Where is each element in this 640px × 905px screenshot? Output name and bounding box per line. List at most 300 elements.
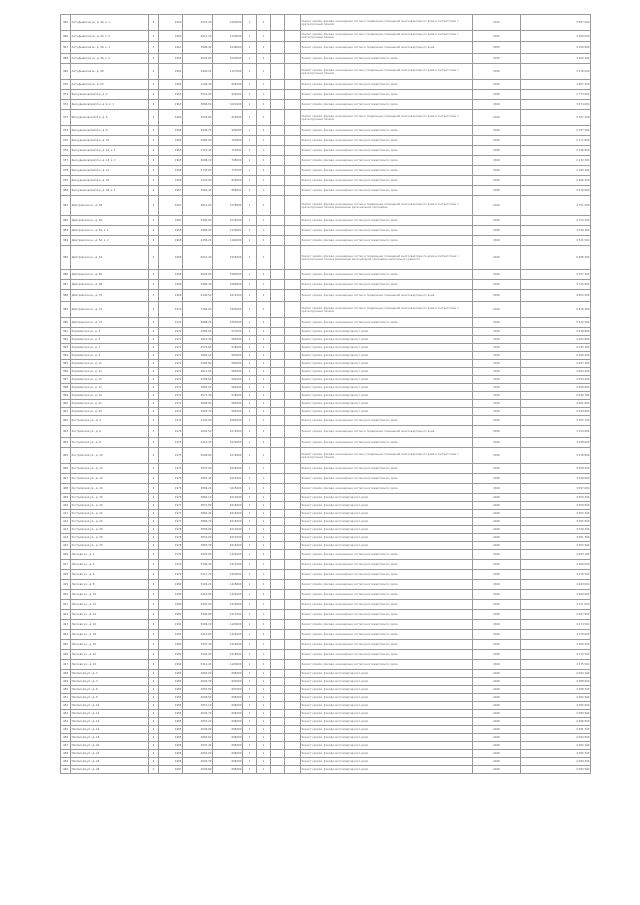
cell-c8 bbox=[271, 702, 285, 710]
cell-yr: 2016 bbox=[473, 236, 521, 246]
cell-amount: 695000 bbox=[213, 742, 243, 750]
cell-c7: 1 bbox=[257, 328, 271, 336]
cell-desc: Ремонт кровли, фасада многоквартирного дома bbox=[301, 758, 473, 766]
cell-c6: 1 bbox=[243, 100, 257, 110]
table-row bbox=[61, 580, 591, 590]
cell-no: 427 bbox=[61, 660, 71, 670]
cell-total: 2 062 800 bbox=[521, 336, 591, 344]
cell-desc: Ремонт кровли, фасада, инженерных систем многоквартирного дома bbox=[301, 660, 473, 670]
cell-yr: 2016 bbox=[473, 156, 521, 166]
cell-cat: 2 bbox=[149, 226, 159, 236]
cell-area: 4411,10 bbox=[183, 31, 213, 42]
cell-amount: 1176000 bbox=[213, 226, 243, 236]
table-row bbox=[61, 42, 591, 54]
cell-amount: 1016000 bbox=[213, 502, 243, 510]
cell-addr: Лескова ул., д. 10 bbox=[71, 590, 149, 600]
cell-addr: Пяловская ул., д. 26 bbox=[71, 766, 149, 774]
table-row bbox=[61, 474, 591, 484]
table-row bbox=[61, 464, 591, 474]
cell-c9 bbox=[285, 15, 301, 31]
cell-addr: Бескудниковский б-р, д. 12, к. 2 bbox=[71, 156, 149, 166]
cell-c8 bbox=[271, 226, 285, 236]
cell-c7: 1 bbox=[257, 494, 271, 502]
cell-c9 bbox=[285, 734, 301, 742]
cell-total: 2 767 200 bbox=[521, 110, 591, 126]
cell-c6: 1 bbox=[243, 31, 257, 42]
cell-c8 bbox=[271, 54, 285, 64]
cell-c6: 1 bbox=[243, 630, 257, 640]
cell-amount: 1079000 bbox=[213, 438, 243, 448]
cell-c9 bbox=[285, 376, 301, 384]
cell-c6: 1 bbox=[243, 328, 257, 336]
cell-year: 1981 bbox=[159, 610, 183, 620]
cell-total: 3 234 000 bbox=[521, 426, 591, 438]
cell-area: 2716,40 bbox=[183, 146, 213, 156]
cell-desc: Ремонт кровли, фасада, инженерных систем многоквартирного дома bbox=[301, 226, 473, 236]
cell-c8 bbox=[271, 31, 285, 42]
cell-c9 bbox=[285, 650, 301, 660]
cell-c9 bbox=[285, 494, 301, 502]
cell-c6: 1 bbox=[243, 438, 257, 448]
cell-no: 391 bbox=[61, 328, 71, 336]
cell-c7: 1 bbox=[257, 502, 271, 510]
cell-addr: Костромская ул., д. 14 bbox=[71, 474, 149, 484]
table-row bbox=[61, 290, 591, 302]
cell-area: 3540,70 bbox=[183, 126, 213, 136]
cell-c7: 1 bbox=[257, 766, 271, 774]
cell-addr: Коровинское ш., д. 17 bbox=[71, 384, 149, 392]
cell-year: 1964 bbox=[159, 126, 183, 136]
cell-total: 2 096 600 bbox=[521, 718, 591, 726]
cell-amount: 1416000 bbox=[213, 640, 243, 650]
cell-desc: Ремонт кровли, фасада многоквартирного дома bbox=[301, 694, 473, 702]
cell-c6: 1 bbox=[243, 542, 257, 550]
cell-addr: Пяловская ул., д. 8 bbox=[71, 694, 149, 702]
cell-desc: Ремонт кровли, фасада, инженерных систем многоквартирного дома bbox=[301, 416, 473, 426]
cell-no: 409 bbox=[61, 494, 71, 502]
cell-c6: 1 bbox=[243, 502, 257, 510]
cell-year: 1973 bbox=[159, 384, 183, 392]
cell-c7: 1 bbox=[257, 368, 271, 376]
cell-c6: 1 bbox=[243, 42, 257, 54]
cell-cat: 2 bbox=[149, 678, 159, 686]
cell-no: 416 bbox=[61, 550, 71, 560]
cell-desc: Ремонт кровли, фасада многоквартирного дома bbox=[301, 726, 473, 734]
cell-addr: Лескова ул., д. 4 bbox=[71, 560, 149, 570]
cell-desc: Ремонт кровли, фасада, инженерных систем и подвальных помещений многоквартирного дома в соответствии с краткосрочным планом bbox=[301, 31, 473, 42]
cell-total: 2 036 700 bbox=[521, 392, 591, 400]
table-row bbox=[61, 31, 591, 42]
cell-no: 376 bbox=[61, 146, 71, 156]
cell-c7: 1 bbox=[257, 484, 271, 494]
cell-yr: 2016 bbox=[473, 686, 521, 694]
table-row bbox=[61, 438, 591, 448]
cell-c6: 1 bbox=[243, 710, 257, 718]
table-row bbox=[61, 126, 591, 136]
cell-addr: Коровинское ш., д. 7 bbox=[71, 344, 149, 352]
cell-addr: Бескудниковский б-р, д. 8 bbox=[71, 126, 149, 136]
cell-year: 1978 bbox=[159, 542, 183, 550]
cell-yr: 2016 bbox=[473, 694, 521, 702]
cell-cat: 2 bbox=[149, 280, 159, 290]
table-row bbox=[61, 302, 591, 318]
cell-c8 bbox=[271, 392, 285, 400]
cell-addr: Костромская ул., д. 20 bbox=[71, 502, 149, 510]
cell-year: 1983 bbox=[159, 686, 183, 694]
cell-area: 4098,60 bbox=[183, 448, 213, 464]
cell-addr: Бескудниковский б-р, д. 16 bbox=[71, 176, 149, 186]
cell-cat: 2 bbox=[149, 542, 159, 550]
cell-c7: 1 bbox=[257, 270, 271, 280]
cell-no: 380 bbox=[61, 186, 71, 196]
cell-c7: 1 bbox=[257, 650, 271, 660]
cell-area: 2593,70 bbox=[183, 408, 213, 416]
cell-total: 2 576 600 bbox=[521, 186, 591, 196]
capital-repair-table bbox=[60, 14, 591, 774]
cell-desc: Ремонт кровли, фасада многоквартирного дома bbox=[301, 526, 473, 534]
cell-yr: 2016 bbox=[473, 64, 521, 80]
cell-cat: 2 bbox=[149, 560, 159, 570]
cell-c6: 1 bbox=[243, 600, 257, 610]
cell-year: 1972 bbox=[159, 376, 183, 384]
cell-area: 3858,90 bbox=[183, 526, 213, 534]
cell-amount: 696000 bbox=[213, 718, 243, 726]
cell-c6: 1 bbox=[243, 416, 257, 426]
cell-c6: 1 bbox=[243, 580, 257, 590]
cell-c6: 1 bbox=[243, 246, 257, 270]
cell-yr: 2016 bbox=[473, 726, 521, 734]
cell-c6: 1 bbox=[243, 426, 257, 438]
cell-cat: 2 bbox=[149, 474, 159, 484]
cell-c6: 1 bbox=[243, 734, 257, 742]
cell-addr: Лескова ул., д. 12 bbox=[71, 600, 149, 610]
cell-no: 386 bbox=[61, 270, 71, 280]
cell-cat: 2 bbox=[149, 650, 159, 660]
cell-desc: Ремонт кровли, фасада многоквартирного дома bbox=[301, 766, 473, 774]
cell-yr: 2016 bbox=[473, 650, 521, 660]
cell-addr: Коровинское ш., д. 9 bbox=[71, 352, 149, 360]
cell-c9 bbox=[285, 560, 301, 570]
cell-c7: 1 bbox=[257, 510, 271, 518]
cell-addr: Алтуфьевское ш., д. 44, к. 1 bbox=[71, 15, 149, 31]
cell-c7: 1 bbox=[257, 416, 271, 426]
cell-c8 bbox=[271, 534, 285, 542]
cell-c7: 1 bbox=[257, 54, 271, 64]
cell-c7: 1 bbox=[257, 64, 271, 80]
cell-area: 6140,50 bbox=[183, 290, 213, 302]
cell-desc: Ремонт кровли, фасада многоквартирного дома bbox=[301, 384, 473, 392]
cell-cat: 2 bbox=[149, 31, 159, 42]
cell-total: 3 052 200 bbox=[521, 510, 591, 518]
cell-yr: 2016 bbox=[473, 560, 521, 570]
cell-amount: 554000 bbox=[213, 80, 243, 90]
cell-addr: Алтуфьевское ш., д. 44, к. 2 bbox=[71, 31, 149, 42]
cell-c7: 1 bbox=[257, 216, 271, 226]
cell-year: 1967 bbox=[159, 216, 183, 226]
cell-c7: 1 bbox=[257, 360, 271, 368]
cell-amount: 919000 bbox=[213, 110, 243, 126]
cell-yr: 2016 bbox=[473, 710, 521, 718]
cell-area: 3860,10 bbox=[183, 494, 213, 502]
cell-yr: 2016 bbox=[473, 484, 521, 494]
cell-addr: Лескова ул., д. 22 bbox=[71, 650, 149, 660]
cell-c7: 1 bbox=[257, 31, 271, 42]
cell-yr: 2016 bbox=[473, 610, 521, 620]
cell-desc: Ремонт кровли, фасада, инженерных систем и подвальных помещений многоквартирного дома bbox=[301, 426, 473, 438]
cell-c9 bbox=[285, 510, 301, 518]
table-row bbox=[61, 742, 591, 750]
cell-area: 2653,20 bbox=[183, 718, 213, 726]
cell-yr: 2016 bbox=[473, 226, 521, 236]
cell-area: 2611,00 bbox=[183, 368, 213, 376]
cell-c7: 1 bbox=[257, 550, 271, 560]
cell-area: 3855,40 bbox=[183, 474, 213, 484]
cell-no: 433 bbox=[61, 710, 71, 718]
cell-area: 4507,20 bbox=[183, 15, 213, 31]
cell-cat: 2 bbox=[149, 290, 159, 302]
cell-desc: Ремонт кровли, фасада, инженерных систем многоквартирного дома bbox=[301, 318, 473, 328]
cell-area: 5402,20 bbox=[183, 580, 213, 590]
cell-amount: 696000 bbox=[213, 734, 243, 742]
cell-desc: Ремонт кровли, фасада, инженерных систем многоквартирного дома bbox=[301, 280, 473, 290]
cell-no: 410 bbox=[61, 502, 71, 510]
cell-addr: Коровинское ш., д. 11 bbox=[71, 360, 149, 368]
cell-no: 423 bbox=[61, 620, 71, 630]
cell-amount: 695000 bbox=[213, 694, 243, 702]
cell-yr: 2016 bbox=[473, 318, 521, 328]
cell-desc: Ремонт кровли, фасада, инженерных систем многоквартирного дома bbox=[301, 630, 473, 640]
cell-c8 bbox=[271, 726, 285, 734]
cell-c8 bbox=[271, 550, 285, 560]
cell-desc: Ремонт кровли, фасада, инженерных систем многоквартирного дома bbox=[301, 550, 473, 560]
cell-cat: 2 bbox=[149, 100, 159, 110]
cell-no: 396 bbox=[61, 368, 71, 376]
cell-year: 1973 bbox=[159, 392, 183, 400]
cell-total: 4 269 000 bbox=[521, 580, 591, 590]
cell-c8 bbox=[271, 136, 285, 146]
cell-addr: Лескова ул., д. 18 bbox=[71, 630, 149, 640]
cell-c9 bbox=[285, 368, 301, 376]
cell-total: 4 757 300 bbox=[521, 270, 591, 280]
cell-area: 4456,20 bbox=[183, 236, 213, 246]
cell-amount: 681000 bbox=[213, 408, 243, 416]
cell-c7: 1 bbox=[257, 750, 271, 758]
cell-c6: 1 bbox=[243, 90, 257, 100]
cell-desc: Ремонт кровли, фасада, инженерных систем многоквартирного дома bbox=[301, 620, 473, 630]
cell-desc: Ремонт кровли, фасада многоквартирного дома bbox=[301, 734, 473, 742]
cell-total: 4 280 600 bbox=[521, 590, 591, 600]
cell-no: 408 bbox=[61, 484, 71, 494]
cell-total: 2 773 000 bbox=[521, 90, 591, 100]
table-row bbox=[61, 352, 591, 360]
cell-desc: Ремонт кровли, фасада, инженерных систем многоквартирного дома bbox=[301, 650, 473, 660]
cell-addr: Коровинское ш., д. 3 bbox=[71, 328, 149, 336]
cell-no: 429 bbox=[61, 678, 71, 686]
cell-total: 4 274 500 bbox=[521, 620, 591, 630]
cell-area: 8210,40 bbox=[183, 246, 213, 270]
cell-c6: 1 bbox=[243, 302, 257, 318]
cell-c8 bbox=[271, 610, 285, 620]
cell-desc: Ремонт кровли, фасада, инженерных систем многоквартирного дома bbox=[301, 236, 473, 246]
cell-total: 3 057 600 bbox=[521, 484, 591, 494]
cell-year: 1973 bbox=[159, 400, 183, 408]
cell-yr: 2016 bbox=[473, 408, 521, 416]
cell-year: 1986 bbox=[159, 750, 183, 758]
table-row bbox=[61, 216, 591, 226]
cell-addr: Пяловская ул., д. 6 bbox=[71, 686, 149, 694]
cell-yr: 2016 bbox=[473, 100, 521, 110]
table-row bbox=[61, 146, 591, 156]
cell-desc: Ремонт кровли, фасада многоквартирного дома bbox=[301, 710, 473, 718]
cell-c6: 1 bbox=[243, 336, 257, 344]
cell-desc: Ремонт кровли, фасада, инженерных систем многоквартирного дома bbox=[301, 156, 473, 166]
cell-c9 bbox=[285, 216, 301, 226]
cell-total: 2 797 500 bbox=[521, 126, 591, 136]
cell-c6: 1 bbox=[243, 494, 257, 502]
cell-c8 bbox=[271, 474, 285, 484]
cell-c6: 1 bbox=[243, 510, 257, 518]
cell-amount: 697000 bbox=[213, 686, 243, 694]
cell-no: 434 bbox=[61, 718, 71, 726]
cell-addr: Бескудниковский б-р, д. 14 bbox=[71, 166, 149, 176]
cell-area: 3998,40 bbox=[183, 42, 213, 54]
cell-amount: 1014000 bbox=[213, 542, 243, 550]
cell-area: 5980,30 bbox=[183, 280, 213, 290]
cell-area: 2655,80 bbox=[183, 686, 213, 694]
cell-c7: 1 bbox=[257, 166, 271, 176]
cell-cat: 2 bbox=[149, 126, 159, 136]
cell-year: 1982 bbox=[159, 640, 183, 650]
cell-desc: Ремонт кровли, фасада многоквартирного дома bbox=[301, 718, 473, 726]
cell-no: 383 bbox=[61, 226, 71, 236]
cell-desc: Ремонт кровли, фасада, инженерных систем многоквартирного дома bbox=[301, 590, 473, 600]
cell-c9 bbox=[285, 758, 301, 766]
cell-c8 bbox=[271, 15, 285, 31]
cell-c7: 1 bbox=[257, 15, 271, 31]
cell-yr: 2016 bbox=[473, 766, 521, 774]
cell-total: 4 275 500 bbox=[521, 660, 591, 670]
cell-addr: Пяловская ул., д. 18 bbox=[71, 734, 149, 742]
cell-cat: 2 bbox=[149, 196, 159, 216]
cell-area: 2733,60 bbox=[183, 166, 213, 176]
cell-c7: 1 bbox=[257, 464, 271, 474]
cell-c8 bbox=[271, 344, 285, 352]
cell-total: 3 058 200 bbox=[521, 464, 591, 474]
cell-amount: 693000 bbox=[213, 678, 243, 686]
cell-amount: 929000 bbox=[213, 126, 243, 136]
cell-c9 bbox=[285, 80, 301, 90]
cell-cat: 2 bbox=[149, 376, 159, 384]
cell-total: 2 092 900 bbox=[521, 694, 591, 702]
cell-cat: 2 bbox=[149, 710, 159, 718]
cell-total: 2 094 100 bbox=[521, 670, 591, 678]
cell-no: 369 bbox=[61, 64, 71, 80]
cell-addr: Пяловская ул., д. 2 bbox=[71, 670, 149, 678]
cell-addr: Коровинское ш., д. 5 bbox=[71, 336, 149, 344]
cell-desc: Ремонт кровли, фасада многоквартирного дома bbox=[301, 702, 473, 710]
cell-desc: Ремонт кровли, фасада, инженерных систем многоквартирного дома bbox=[301, 570, 473, 580]
cell-c6: 1 bbox=[243, 640, 257, 650]
cell-no: 399 bbox=[61, 392, 71, 400]
cell-no: 419 bbox=[61, 580, 71, 590]
cell-c9 bbox=[285, 710, 301, 718]
cell-cat: 2 bbox=[149, 42, 159, 54]
cell-cat: 2 bbox=[149, 750, 159, 758]
cell-year: 1985 bbox=[159, 726, 183, 734]
cell-desc: Ремонт кровли, фасада многоквартирного дома bbox=[301, 376, 473, 384]
cell-year: 1969 bbox=[159, 290, 183, 302]
table-row bbox=[61, 502, 591, 510]
cell-year: 1969 bbox=[159, 280, 183, 290]
cell-total: 4 270 500 bbox=[521, 650, 591, 660]
cell-year: 1977 bbox=[159, 518, 183, 526]
cell-no: 431 bbox=[61, 694, 71, 702]
cell-cat: 2 bbox=[149, 216, 159, 226]
cell-yr: 2016 bbox=[473, 368, 521, 376]
cell-addr: Дмитровское ш., д. 74 bbox=[71, 318, 149, 328]
cell-desc: Ремонт кровли, фасада, инженерных систем многоквартирного дома bbox=[301, 560, 473, 570]
cell-desc: Ремонт кровли, фасада, инженерных систем многоквартирного дома bbox=[301, 146, 473, 156]
cell-yr: 2015 bbox=[473, 42, 521, 54]
cell-c7: 1 bbox=[257, 376, 271, 384]
spreadsheet-table bbox=[60, 14, 590, 892]
cell-addr: Пяловская ул., д. 12 bbox=[71, 710, 149, 718]
cell-c6: 1 bbox=[243, 750, 257, 758]
cell-year: 1969 bbox=[159, 270, 183, 280]
cell-c8 bbox=[271, 630, 285, 640]
cell-no: 440 bbox=[61, 766, 71, 774]
cell-amount: 1017000 bbox=[213, 534, 243, 542]
cell-c9 bbox=[285, 718, 301, 726]
cell-c7: 1 bbox=[257, 474, 271, 484]
cell-c8 bbox=[271, 302, 285, 318]
cell-desc: Ремонт кровли, фасада, инженерных систем и подвальных помещений многоквартирного дома в соответствии с краткосрочным планом bbox=[301, 110, 473, 126]
cell-year: 1961 bbox=[159, 42, 183, 54]
cell-desc: Ремонт кровли, фасада, инженерных систем многоквартирного дома bbox=[301, 54, 473, 64]
cell-c7: 1 bbox=[257, 42, 271, 54]
cell-cat: 2 bbox=[149, 146, 159, 156]
table-row bbox=[61, 80, 591, 90]
cell-yr: 2016 bbox=[473, 630, 521, 640]
table-row bbox=[61, 494, 591, 502]
cell-yr: 2015 bbox=[473, 31, 521, 42]
cell-addr: Костромская ул., д. 6 bbox=[71, 426, 149, 438]
cell-no: 432 bbox=[61, 702, 71, 710]
cell-total: 2 117 800 bbox=[521, 136, 591, 146]
cell-area: 6988,20 bbox=[183, 318, 213, 328]
cell-no: 385 bbox=[61, 246, 71, 270]
cell-addr: Лескова ул., д. 8 bbox=[71, 580, 149, 590]
cell-addr: Бескудниковский б-р, д. 4, к. 1 bbox=[71, 100, 149, 110]
cell-c9 bbox=[285, 126, 301, 136]
cell-amount: 1422000 bbox=[213, 550, 243, 560]
cell-cat: 2 bbox=[149, 726, 159, 734]
cell-year: 1976 bbox=[159, 474, 183, 484]
table-row bbox=[61, 510, 591, 518]
cell-total: 2 098 700 bbox=[521, 686, 591, 694]
cell-c8 bbox=[271, 408, 285, 416]
cell-yr: 2016 bbox=[473, 474, 521, 484]
cell-c7: 1 bbox=[257, 344, 271, 352]
cell-area: 4480,00 bbox=[183, 226, 213, 236]
cell-c7: 1 bbox=[257, 280, 271, 290]
cell-total: 4 266 000 bbox=[521, 560, 591, 570]
cell-c7: 1 bbox=[257, 448, 271, 464]
cell-c7: 1 bbox=[257, 620, 271, 630]
table-row bbox=[61, 590, 591, 600]
cell-c8 bbox=[271, 750, 285, 758]
cell-yr: 2016 bbox=[473, 344, 521, 352]
